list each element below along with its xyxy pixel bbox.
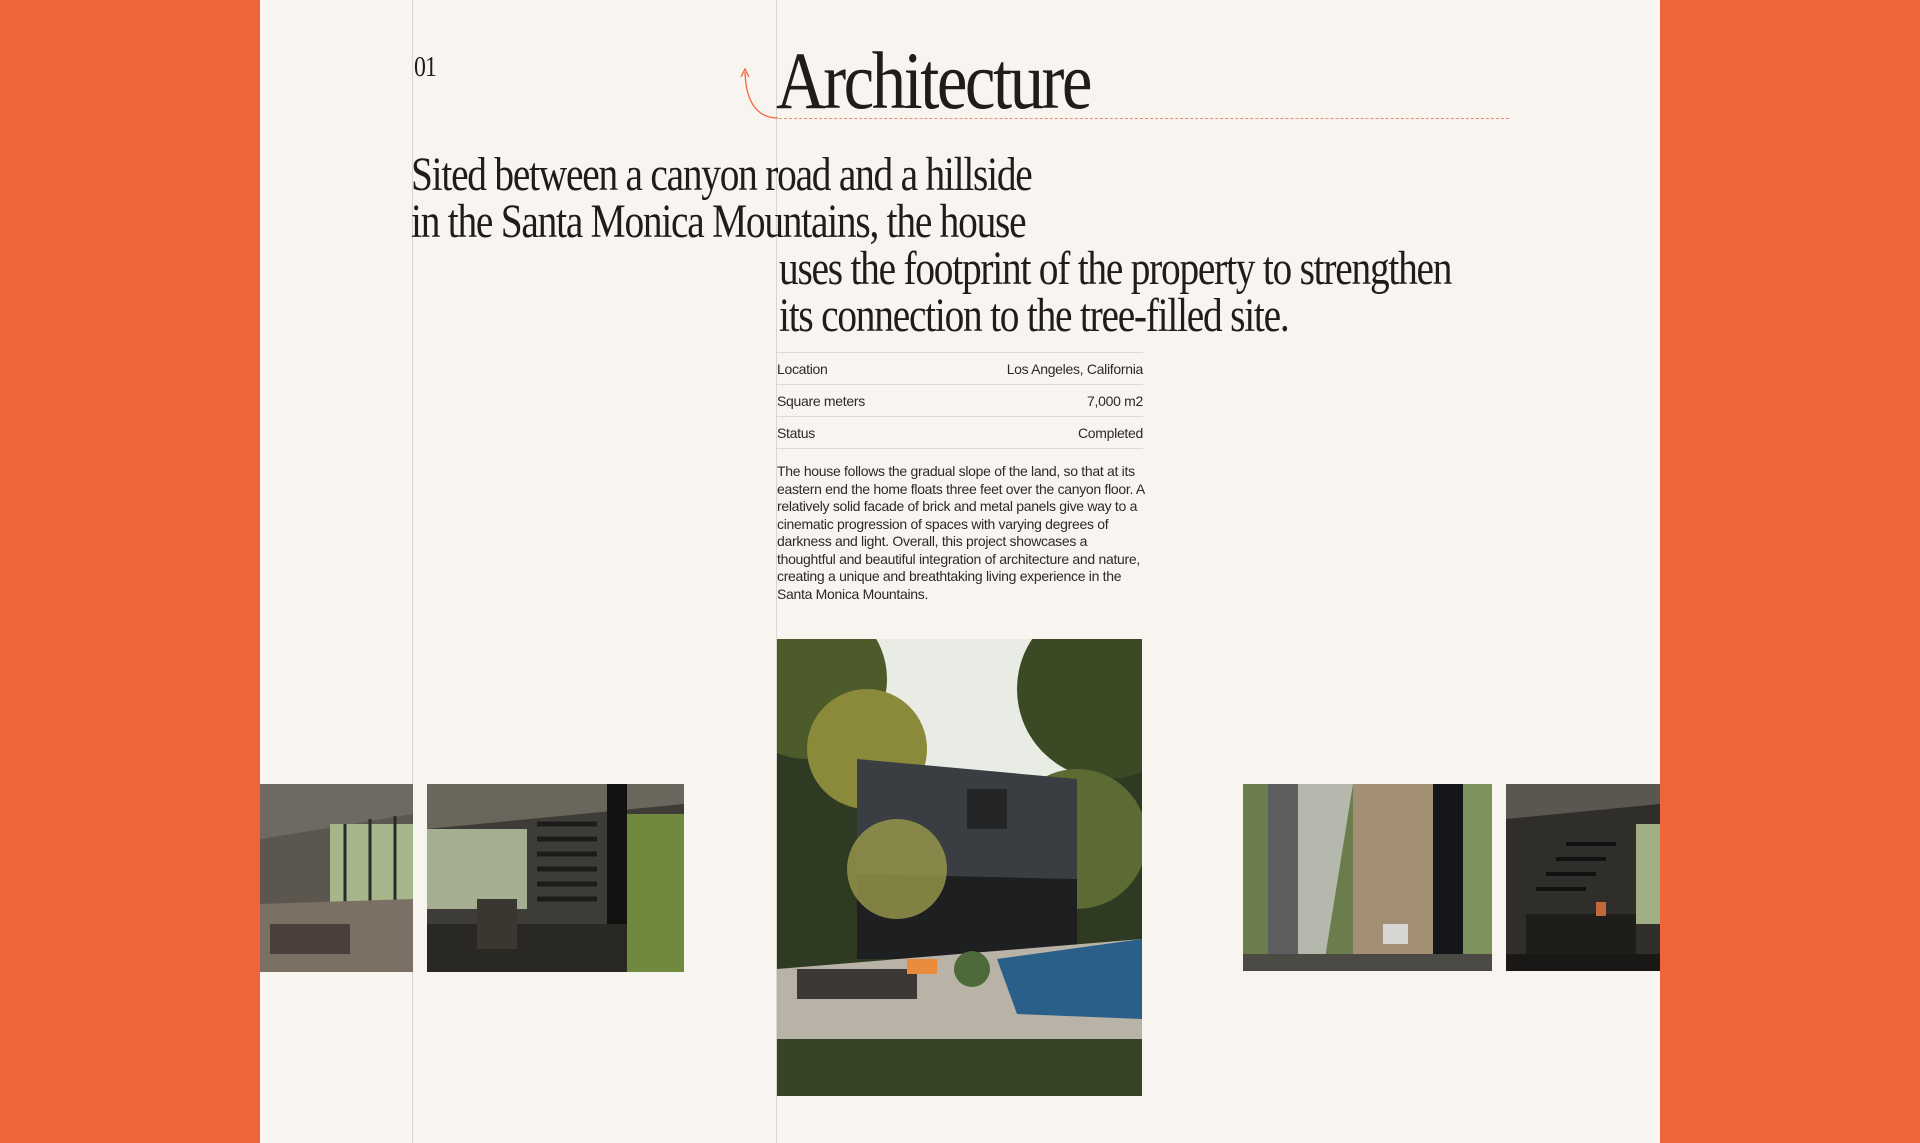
curved-arrow-icon	[720, 60, 780, 130]
intro-line: its connection to the tree-filled site.	[779, 289, 1289, 342]
spec-value: Los Angeles, California	[1006, 360, 1143, 377]
project-specs	[777, 352, 1143, 449]
project-description: The house follows the gradual slope of the land, so that at its eastern end the home floats three feet over the canyon floor. A relatively solid facade of brick and metal panels give way to a cinematic progression of spaces with varying degrees of darkness and light. Overall, this project showcases a thoughtful and beautiful integration of architecture and nature, creating a unique and breathtaking living experience in the Santa Monica Mountains.	[777, 463, 1145, 602]
spec-label: Status	[777, 424, 815, 441]
intro-line: in the Santa Monica Mountains, the house	[411, 195, 1026, 248]
thumbnail-living-room[interactable]	[260, 784, 413, 972]
section-number: 01	[414, 52, 437, 83]
main-photo-exterior-pool[interactable]	[777, 639, 1142, 1096]
spec-value: 7,000 m2	[1087, 392, 1143, 409]
spec-row-status	[777, 416, 1143, 449]
thumbnail-staircase-interior[interactable]	[427, 784, 684, 972]
page-title: Architecture	[776, 35, 1090, 126]
title-dashed-rule	[779, 118, 1509, 119]
intro-text-upper	[411, 148, 1032, 248]
project-page	[260, 0, 1660, 1143]
thumbnail-kitchen-stairs[interactable]	[1506, 784, 1660, 971]
spec-value: Completed	[1077, 424, 1143, 441]
spec-label: Square meters	[777, 392, 865, 409]
spec-row-location	[777, 352, 1143, 384]
spec-label: Location	[777, 360, 828, 377]
intro-line: Sited between a canyon road and a hillside	[411, 148, 1032, 201]
intro-line: uses the footprint of the property to strengthen	[779, 242, 1452, 295]
spec-row-area	[777, 384, 1143, 416]
intro-text-lower	[779, 242, 1452, 342]
thumbnail-bath-corridor[interactable]	[1243, 784, 1492, 971]
